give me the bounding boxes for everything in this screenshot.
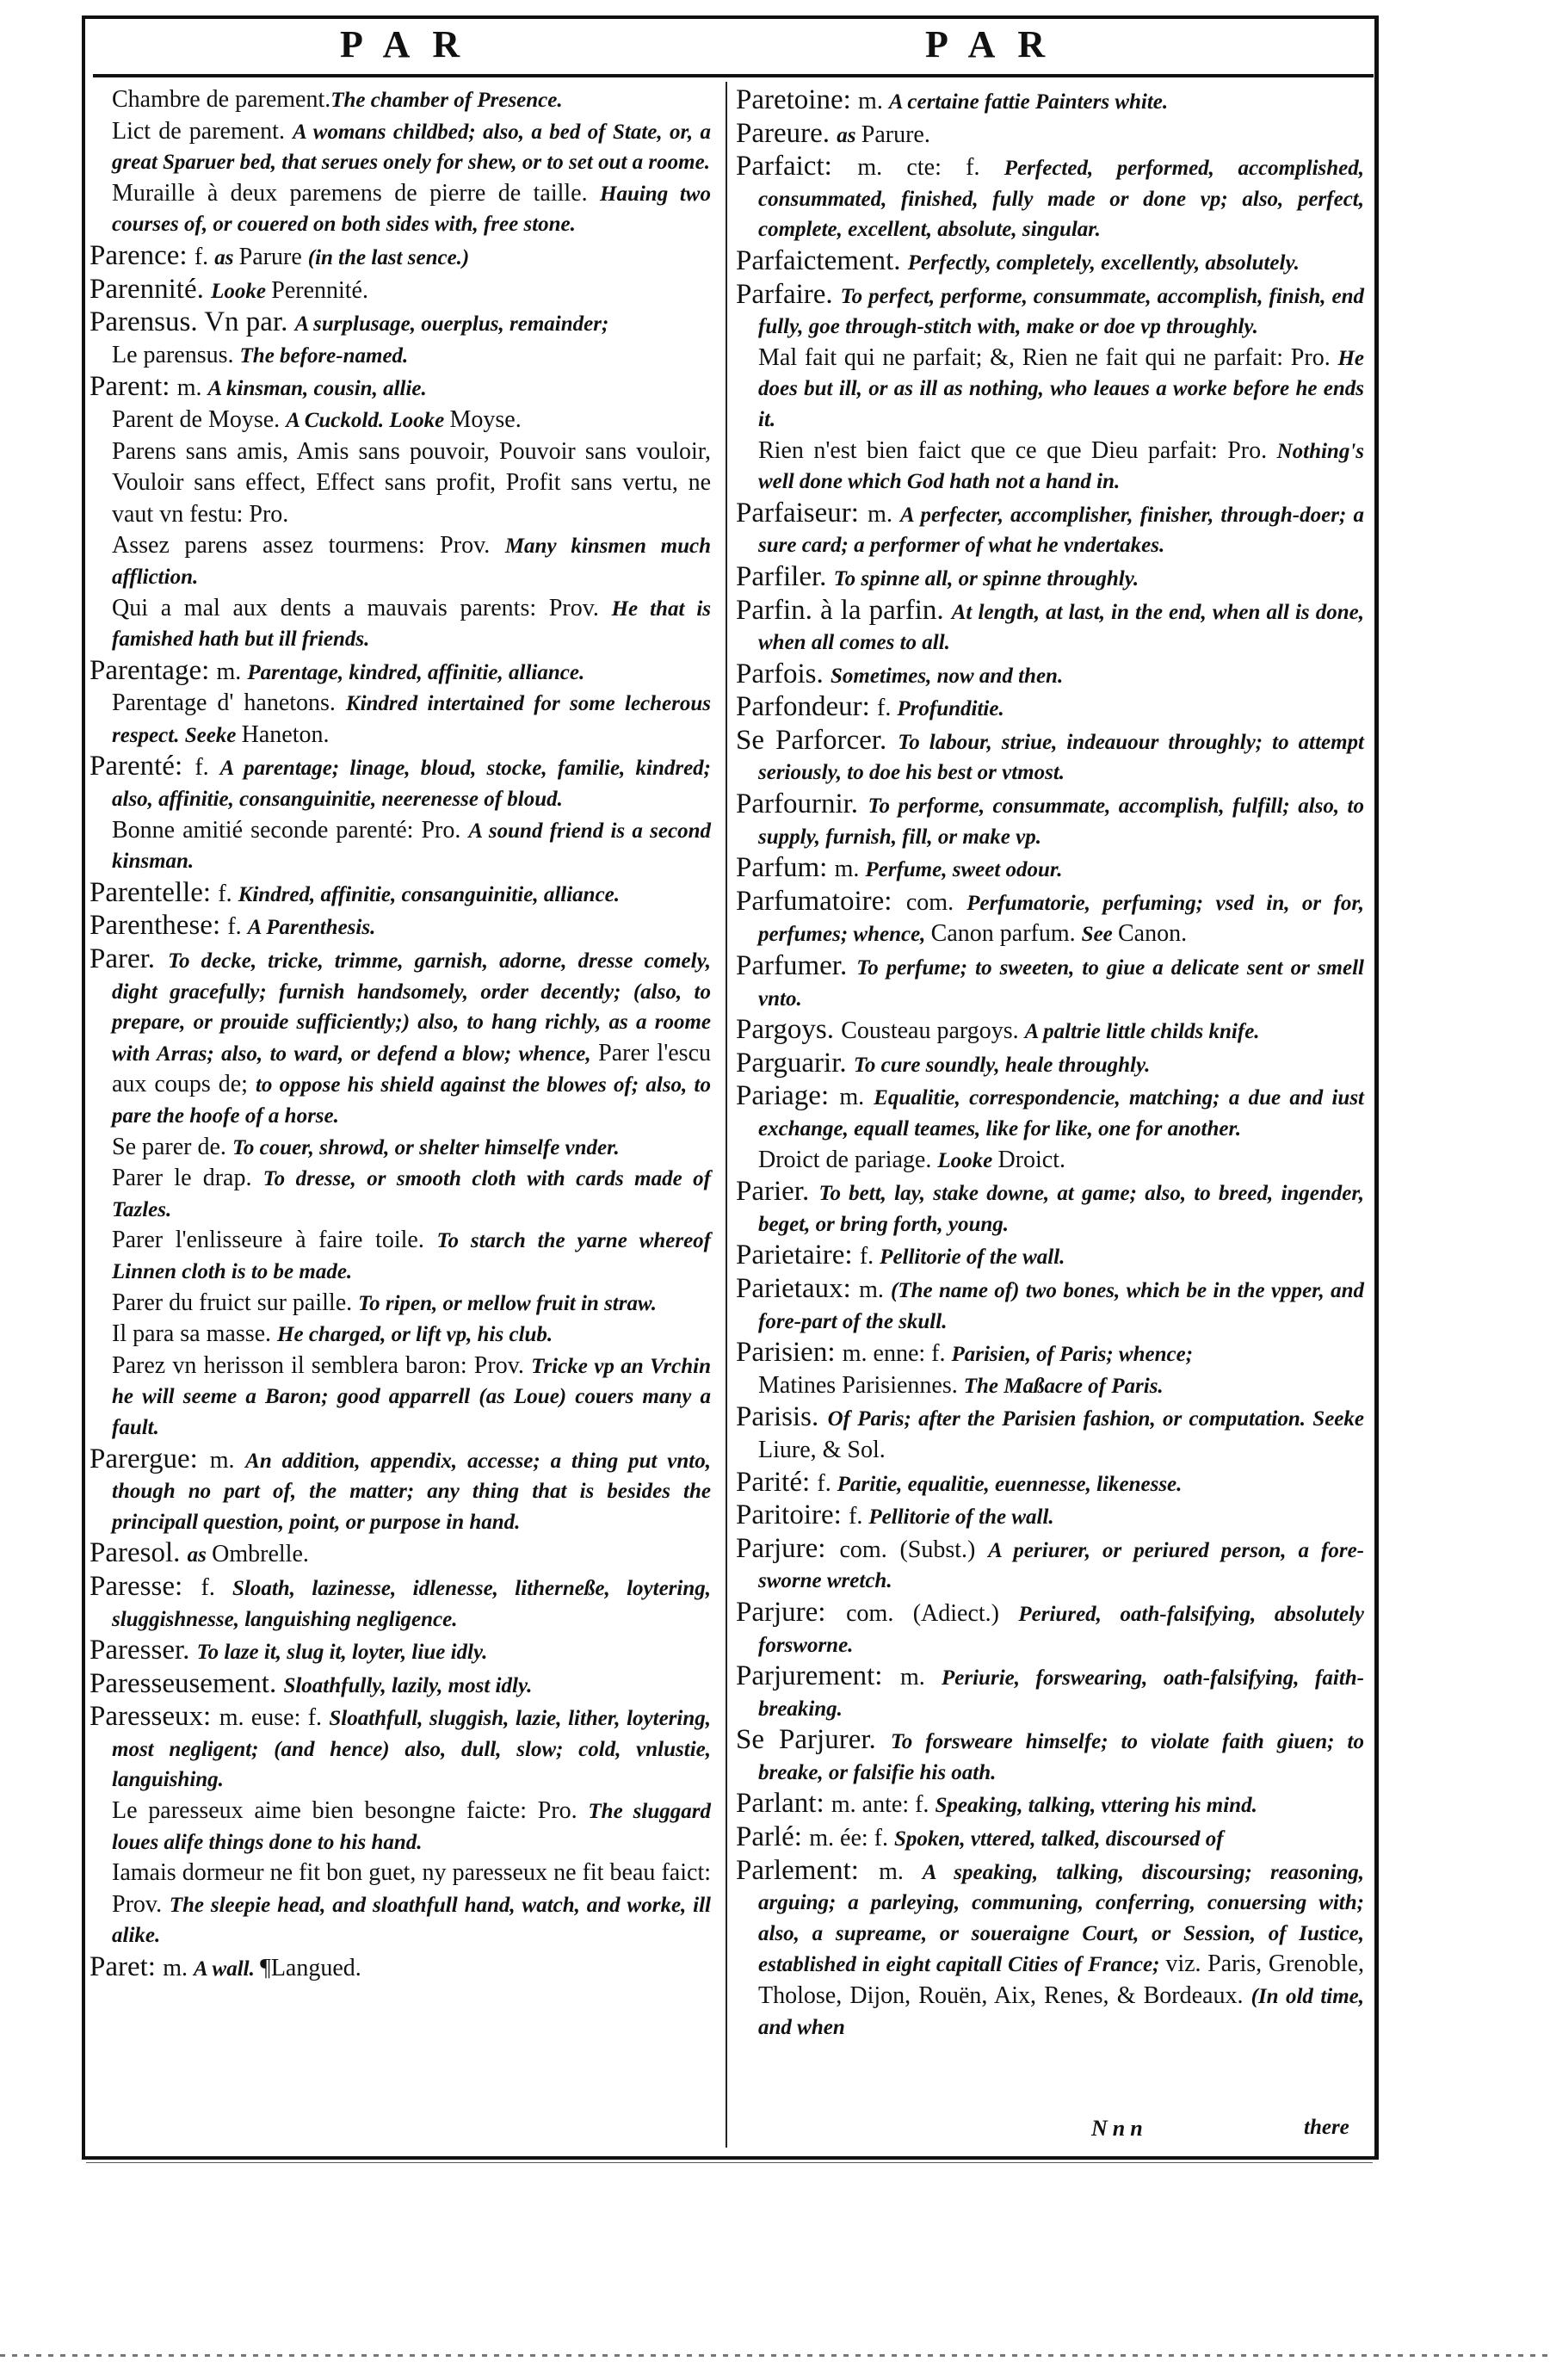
dictionary-entry <box>90 1667 711 1703</box>
roman-text: Canon. <box>1118 920 1188 948</box>
dictionary-entry <box>90 1445 711 1540</box>
dictionary-subentry <box>90 1352 711 1445</box>
definition-text: Paritie, equalitie, euennesse, likenesse. <box>837 1472 1183 1496</box>
page-frame-bottom <box>82 2156 1379 2160</box>
roman-text: Parez vn herisson il semblera baron: Prov. <box>112 1351 532 1379</box>
dictionary-subentry <box>90 1289 711 1321</box>
page-frame-right <box>1374 15 1379 2159</box>
roman-text: viz. Paris, Grenoble, Tholose, Dijon, Rouën, Aix, Renes, & Bordeaux. <box>758 1950 1365 2010</box>
headword: Parentelle: <box>90 876 219 908</box>
definition-text: Perfected, performed, accomplished, consummated, finished, fully made or done vp; also, perfect, complete, excellent, absolute, singular. <box>758 157 1364 242</box>
roman-text: Le paresseux aime bien besongne faicte: Pro. <box>112 1797 589 1825</box>
dictionary-entry <box>736 1790 1364 1823</box>
definition-text: as <box>837 123 861 147</box>
definition-text: He that is famished hath but ill friends. <box>112 597 711 652</box>
definition-text: Pellitorie of the wall. <box>880 1246 1065 1270</box>
definition-text: He does but ill, or as ill as nothing, who leaues a worke before he ends it. <box>758 346 1364 431</box>
dictionary-entry <box>90 239 711 275</box>
dictionary-entry <box>736 560 1364 597</box>
definition-text: A Parenthesis. <box>247 916 376 940</box>
dictionary-subentry <box>736 344 1364 437</box>
roman-text: m. <box>163 1955 195 1982</box>
definition-text: Parentage, kindred, affinitie, alliance. <box>247 660 585 684</box>
dictionary-entry <box>736 594 1364 660</box>
definition-text: He charged, or lift vp, his club. <box>277 1323 553 1347</box>
definition-text: To cure soundly, heale throughly. <box>853 1053 1151 1077</box>
headword: Se Parjurer. <box>736 1724 891 1756</box>
dictionary-entry <box>736 117 1364 153</box>
definition-text: Parisien, of Paris; whence; <box>951 1343 1194 1367</box>
roman-text: Parer du fruict sur paille. <box>112 1289 359 1316</box>
definition-text: The Maßacre of Paris. <box>963 1374 1164 1398</box>
definition-text: Perfectly, completely, excellently, absolutely. <box>907 250 1300 275</box>
definition-text: A surplusage, ouerplus, remainder; <box>294 312 609 337</box>
definition-text: as <box>214 245 239 269</box>
headword: Parergue: <box>90 1443 210 1474</box>
definition-text: Perfumatorie, perfuming; vsed in, or for, perfumes; whence, <box>758 891 1364 947</box>
roman-text: Iamais dormeur ne fit bon guet, ny paresseux ne fit beau faict: Prov. <box>112 1859 711 1918</box>
headword: Paret: <box>90 1951 164 1983</box>
roman-text: m. <box>834 856 866 883</box>
dictionary-entry <box>736 499 1364 563</box>
definition-text: Kindred intertained for some lecherous respect. Seeke <box>112 692 712 747</box>
dictionary-entry <box>736 1532 1365 1598</box>
dictionary-subentry <box>90 1859 711 1953</box>
definition-text: Spoken, vttered, talked, discoursed of <box>893 1827 1224 1851</box>
dictionary-entry <box>90 1539 711 1573</box>
headword: Pareure. <box>736 117 837 149</box>
headword: Parentage: <box>90 654 217 686</box>
definition-text: To performe, consummate, accomplish, fulfill; also, to supply, furnish, fill, or make vp. <box>758 794 1364 849</box>
dictionary-entry <box>736 660 1364 694</box>
headword: Parisis. <box>736 1401 828 1433</box>
headword: Parfondeur: <box>736 691 878 723</box>
dictionary-entry <box>736 152 1364 247</box>
dictionary-subentry <box>90 1134 711 1165</box>
headword: Parfumatoire: <box>736 885 906 917</box>
roman-text: Perennité. <box>271 276 368 304</box>
definition-text: A parentage; linage, bloud, stocke, familie, kindred; also, affinitie, consanguinitie, neerenesse of bloud. <box>112 757 711 812</box>
dictionary-entry <box>736 1598 1364 1662</box>
dictionary-subentry <box>90 817 711 879</box>
dictionary-entry <box>736 1338 1364 1372</box>
definition-text: Hauing two courses of, or couered on both sides with, free stone. <box>112 182 711 237</box>
right-column <box>736 86 1364 2044</box>
headword: Parfaict: <box>736 151 858 182</box>
roman-text: Chambre de parement. <box>112 86 331 113</box>
definition-text: Kindred, affinitie, consanguinitie, alliance. <box>238 882 621 906</box>
dictionary-subentry <box>90 86 711 118</box>
page-frame-bottom-inner <box>86 2162 1373 2163</box>
roman-text: m. <box>839 1084 874 1111</box>
definition-text: Looke <box>937 1148 998 1172</box>
definition-text: To labour, striue, indeauour throughly; to attempt seriously, to doe his best or vtmost. <box>758 730 1364 785</box>
dictionary-entry <box>90 373 711 406</box>
definition-text: Sloathfull, sluggish, lazie, lither, loytering, most negligent; (and hence) also, dull, slow; cold, vnlustie, languishing. <box>112 1707 712 1792</box>
roman-text: Liure, & Sol. <box>758 1436 886 1463</box>
definition-text: (The name of) two bones, which be in the vpper, and fore-part of the skull. <box>758 1278 1365 1333</box>
definition-text: Nothing's well done which God hath not a hand in. <box>758 439 1364 494</box>
dictionary-entry <box>736 693 1364 726</box>
headword: Parfum: <box>736 852 835 884</box>
definition-text: A womans childbed; also, a bed of State, or, a great Sparuer bed, that serues onely for shew, or to set out a roome. <box>112 120 711 175</box>
dictionary-entry <box>90 1703 711 1797</box>
column-divider <box>726 82 727 2148</box>
definition-text: Speaking, talking, vttering his mind. <box>935 1794 1257 1818</box>
dictionary-subentry <box>90 180 711 242</box>
headword: Paresseusement. <box>90 1667 284 1699</box>
headword: Parfiler. <box>736 560 834 592</box>
dictionary-entry <box>736 1468 1364 1502</box>
headword: Parence: <box>90 239 195 271</box>
roman-text: Il para sa masse. <box>112 1320 278 1348</box>
roman-text: f. <box>859 1243 880 1270</box>
headword: Parjure: <box>736 1532 840 1564</box>
headword: Parisien: <box>736 1337 843 1369</box>
headword: Paresser. <box>90 1635 197 1666</box>
roman-text: m. <box>868 500 900 528</box>
definition-text: To laze it, slug it, loyter, liue idly. <box>196 1641 488 1665</box>
headword: Parennité. <box>90 273 212 305</box>
dictionary-entry <box>90 912 711 945</box>
catchword: there <box>1304 2116 1349 2139</box>
definition-text: Sometimes, now and then. <box>831 664 1064 688</box>
dictionary-subentry <box>90 1227 711 1289</box>
definition-text: Sloath, lazinesse, idlenesse, litherneße, loytering, sluggishnesse, languishing negligence. <box>112 1576 712 1631</box>
definition-text: Periurie, forswearing, oath-falsifying, faith-breaking. <box>758 1666 1364 1721</box>
roman-text: Bonne amitié seconde parenté: Pro. <box>112 816 469 844</box>
definition-text: See <box>1081 923 1118 947</box>
headword: Parlement: <box>736 1854 880 1886</box>
definition-text: To dresse, or smooth cloth with cards made of Tazles. <box>112 1167 711 1221</box>
roman-text: Parure. <box>861 121 930 148</box>
headword: Parfaictement. <box>736 244 908 276</box>
roman-text: f. <box>817 1469 837 1497</box>
headword: Pargoys. <box>736 1014 842 1046</box>
dictionary-entry <box>90 654 711 690</box>
dictionary-entry <box>736 1854 1365 2045</box>
definition-text: Looke <box>211 279 272 303</box>
definition-text: To bett, lay, stake downe, at game; also, to breed, ingender, beget, or bring forth, young. <box>758 1182 1364 1236</box>
definition-text: To perfume; to sweeten, to giue a delicate sent or smell vnto. <box>758 956 1364 1011</box>
roman-text: Rien n'est bien faict que ce que Dieu parfait: Pro. <box>758 436 1277 464</box>
definition-text: A perfecter, accomplisher, finisher, through-doer; a sure card; a performer of what he vndertakes. <box>758 503 1365 558</box>
roman-text: m. <box>899 1664 942 1691</box>
dictionary-entry <box>90 945 711 1134</box>
definition-text: An addition, appendix, accesse; a thing put vnto, though no part of, the matter; any thing that is besides the principall question, point, or purpose in hand. <box>112 1449 711 1534</box>
headword: Se Parforcer. <box>736 724 899 756</box>
dictionary-entry <box>736 1082 1364 1146</box>
headword: Parjure: <box>736 1596 847 1628</box>
definition-text: Periured, oath-falsifying, absolutely forsworne. <box>758 1602 1364 1657</box>
headword: Paresol. <box>90 1537 188 1569</box>
headword: Parent: <box>90 371 177 403</box>
dictionary-entry <box>90 1570 712 1636</box>
definition-text: To perfect, performe, consummate, accomplish, finish, end fully, goe through-stitch with, make or doe vp throughly. <box>758 284 1364 339</box>
definition-text: to oppose his shield against the blowes of; also, to pare the hoofe of a horse. <box>112 1073 711 1128</box>
definition-text: Tricke vp an Vrchin he will seeme a Baron; good apparrell (as Loue) couers many a fault. <box>112 1354 712 1439</box>
headword: Paritoire: <box>736 1499 849 1531</box>
headword: Parietaux: <box>736 1272 860 1304</box>
headword: Parfois. <box>736 658 831 689</box>
definition-text: Profunditie. <box>897 697 1004 721</box>
dictionary-entry <box>736 244 1364 281</box>
dictionary-subentry <box>90 342 711 374</box>
scan-edge <box>0 2354 1550 2357</box>
dictionary-entry <box>90 752 711 816</box>
roman-text: m. euse: f. <box>219 1704 330 1732</box>
headword: Parlant: <box>736 1788 831 1820</box>
definition-text: A periurer, or periured person, a fore-sworne wretch. <box>758 1538 1365 1593</box>
dictionary-entry <box>736 1241 1364 1275</box>
headword: Paresse: <box>90 1570 201 1602</box>
headword: Parenté: <box>90 751 195 782</box>
running-head-right: PAR <box>925 23 1068 65</box>
definition-text: Sloathfully, lazily, most idly. <box>283 1673 533 1697</box>
definition-text: Of Paris; after the Parisien fashion, or computation. Seeke <box>827 1407 1364 1431</box>
roman-text: m. ante: f. <box>831 1791 936 1819</box>
definition-text: To couer, shrowd, or shelter himselfe vnder. <box>232 1135 620 1159</box>
dictionary-subentry <box>90 118 711 180</box>
roman-text: Parent de Moyse. <box>112 405 287 433</box>
definition-text: Many kinsmen much affliction. <box>112 535 712 589</box>
definition-text: To decke, tricke, trimme, garnish, adorne, dresse comely, dight gracefully; furnish handsomely, order decently; (also, to prepare, or prouide sufficiently;) also, to hang richly, as a roome with Arras; also, to ward, or defend a blow; whence, <box>112 949 711 1066</box>
headword: Parenthese: <box>90 910 228 942</box>
dictionary-entry <box>736 1726 1364 1790</box>
headword: Paresseux: <box>90 1701 219 1733</box>
definition-text: A wall. <box>194 1957 261 1981</box>
roman-text: com. (Subst.) <box>839 1536 989 1563</box>
dictionary-entry <box>736 86 1364 120</box>
roman-text: Ombrelle. <box>212 1541 309 1568</box>
roman-text: com. <box>905 888 967 916</box>
dictionary-entry <box>736 854 1364 887</box>
headword: Parfin. à la parfin. <box>736 594 952 626</box>
roman-text: m. <box>859 1276 892 1303</box>
definition-text: A speaking, talking, discoursing; reasoning, arguing; a parleying, communing, conferring, conuersing with; also, a supreame, or soueraigne Court, or Session, of Iustice, established in eight capitall Cities of France; <box>758 1860 1365 1977</box>
dictionary-subentry <box>736 437 1364 499</box>
roman-text: Parer l'escu aux coups de; <box>112 1039 712 1098</box>
roman-text: Parure <box>238 243 308 270</box>
roman-text: Haneton. <box>241 720 330 748</box>
roman-text: m. <box>879 1858 923 1885</box>
dictionary-subentry <box>736 1147 1364 1178</box>
headword: Parier. <box>736 1176 819 1208</box>
dictionary-subentry <box>90 1165 711 1227</box>
dictionary-subentry <box>736 1372 1364 1404</box>
roman-text: Le parensus. <box>112 341 240 368</box>
roman-text: m. <box>209 1446 246 1474</box>
headword: Parlé: <box>736 1821 810 1853</box>
dictionary-entry <box>90 876 711 912</box>
definition-text: Perfume, sweet odour. <box>865 858 1063 882</box>
headword: Parietaire: <box>736 1239 860 1271</box>
dictionary-subentry <box>90 689 711 752</box>
headword: Parguarir. <box>736 1047 854 1079</box>
definition-text: The sluggard loues alife things done to his hand. <box>112 1800 711 1854</box>
signature-mark: Nnn <box>1091 2116 1148 2141</box>
headword: Paretoine: <box>736 84 859 115</box>
roman-text: m. ée: f. <box>809 1825 894 1852</box>
roman-text: Qui a mal aux dents a mauvais parents: Prov. <box>112 594 612 621</box>
headword: Parfaire. <box>736 278 841 310</box>
definition-text: Equalitie, correspondencie, matching; a due and iust exchange, equall teames, like for like, one for another. <box>758 1086 1365 1141</box>
roman-text: Mal fait qui ne parfait; &, Rien ne fait qui ne parfait: Pro. <box>758 343 1338 371</box>
roman-text: f. <box>218 880 238 907</box>
roman-text: m. cte: f. <box>857 154 1004 182</box>
roman-text: m. <box>176 374 208 402</box>
definition-text: The chamber of Presence. <box>330 89 563 112</box>
roman-text: Canon parfum. <box>930 920 1082 948</box>
dictionary-entry <box>90 1636 711 1670</box>
roman-text: Se parer de. <box>112 1133 232 1160</box>
dictionary-entry <box>736 952 1364 1016</box>
roman-text: f. <box>194 243 215 270</box>
dictionary-subentry <box>90 532 711 594</box>
roman-text: Assez parens assez tourmens: Prov. <box>112 532 505 559</box>
page-frame-left <box>82 15 85 2159</box>
headword: Parer. <box>90 943 169 975</box>
roman-text: f. <box>877 695 898 722</box>
roman-text: ¶Langued. <box>260 1955 361 1982</box>
roman-text: f. <box>195 754 220 782</box>
roman-text: Parentage d' hanetons. <box>112 689 346 717</box>
running-head-left: PAR <box>340 23 483 65</box>
header-rule <box>93 74 1374 77</box>
definition-text: At length, at last, in the end, when all is done, when all comes to all. <box>758 600 1364 655</box>
dictionary-entry <box>736 1403 1364 1468</box>
roman-text: Muraille à deux paremens de pierre de taille. <box>112 179 600 207</box>
dictionary-subentry <box>90 406 711 438</box>
roman-text: f. <box>227 913 248 941</box>
definition-text: A paltrie little childs knife. <box>1024 1020 1260 1044</box>
dictionary-entry <box>736 1501 1364 1535</box>
roman-text: com. (Adiect.) <box>846 1599 1019 1627</box>
headword: Parfournir. <box>736 788 868 820</box>
roman-text: Parens sans amis, Amis sans pouvoir, Pouvoir sans vouloir, Vouloir sans effect, Effect sans profit, Profit sans vertu, ne vaut vn festu: Pro. <box>112 437 711 528</box>
definition-text: Pellitorie of the wall. <box>868 1505 1054 1530</box>
roman-text: Cousteau pargoys. <box>841 1017 1025 1045</box>
definition-text: as <box>187 1543 213 1567</box>
headword: Parjurement: <box>736 1660 900 1692</box>
dictionary-subentry <box>90 595 711 657</box>
roman-text: Parer le drap. <box>112 1165 263 1192</box>
headword: Parité: <box>736 1466 818 1498</box>
roman-text: m. <box>216 658 248 685</box>
definition-text: A certaine fattie Painters white. <box>888 90 1169 114</box>
roman-text: m. enne: f. <box>842 1340 952 1368</box>
dictionary-subentry <box>90 1320 711 1352</box>
roman-text: f. <box>201 1573 232 1601</box>
roman-text: Moyse. <box>449 405 522 433</box>
dictionary-entry <box>736 278 1364 344</box>
definition-text: The sleepie head, and sloathfull hand, watch, and worke, ill alike. <box>112 1893 712 1948</box>
definition-text: To ripen, or mellow fruit in straw. <box>358 1291 657 1315</box>
definition-text: A Cuckold. Looke <box>286 408 450 432</box>
roman-text: Matines Parisiennes. <box>758 1371 964 1399</box>
dictionary-subentry <box>90 438 711 533</box>
dictionary-entry <box>736 1049 1364 1083</box>
roman-text: Lict de parement. <box>112 117 293 145</box>
roman-text: Droict de pariage. <box>758 1146 938 1173</box>
headword: Parfumer. <box>736 950 857 982</box>
dictionary-entry <box>736 1823 1364 1857</box>
page-frame-top <box>82 15 1377 19</box>
roman-text: m. <box>858 88 889 114</box>
definition-text: To forsweare himselfe; to violate faith giuen; to breake, or falsifie his oath. <box>758 1730 1365 1784</box>
dictionary-entry <box>736 887 1364 952</box>
definition-text: To starch the yarne whereof Linnen cloth is to be made. <box>112 1229 711 1283</box>
headword: Parfaiseur: <box>736 497 868 529</box>
definition-text: To spinne all, or spinne throughly. <box>833 566 1139 590</box>
roman-text: f. <box>849 1503 869 1530</box>
definition-text: A sound friend is a second kinsman. <box>112 819 711 874</box>
left-column <box>90 86 711 1987</box>
headword: Pariage: <box>736 1080 840 1112</box>
roman-text: Droict. <box>997 1146 1066 1173</box>
roman-text: Parer l'enlisseure à faire toile. <box>112 1227 437 1254</box>
definition-text: The before-named. <box>239 343 409 368</box>
definition-text: (in the last sence.) <box>307 245 470 269</box>
definition-text: (In old time, and when <box>758 1985 1365 2039</box>
definition-text: A kinsman, cousin, allie. <box>207 377 427 401</box>
headword: Parensus. Vn par. <box>90 306 295 338</box>
dictionary-entry <box>90 1953 711 1987</box>
dictionary-entry <box>736 1016 1364 1049</box>
dictionary-entry <box>90 308 711 342</box>
dictionary-entry <box>736 1272 1365 1338</box>
dictionary-entry <box>736 1662 1364 1726</box>
dictionary-entry <box>736 1178 1364 1241</box>
dictionary-subentry <box>90 1797 711 1859</box>
dictionary-entry <box>90 275 711 309</box>
dictionary-entry <box>736 726 1364 790</box>
dictionary-entry <box>736 790 1364 854</box>
